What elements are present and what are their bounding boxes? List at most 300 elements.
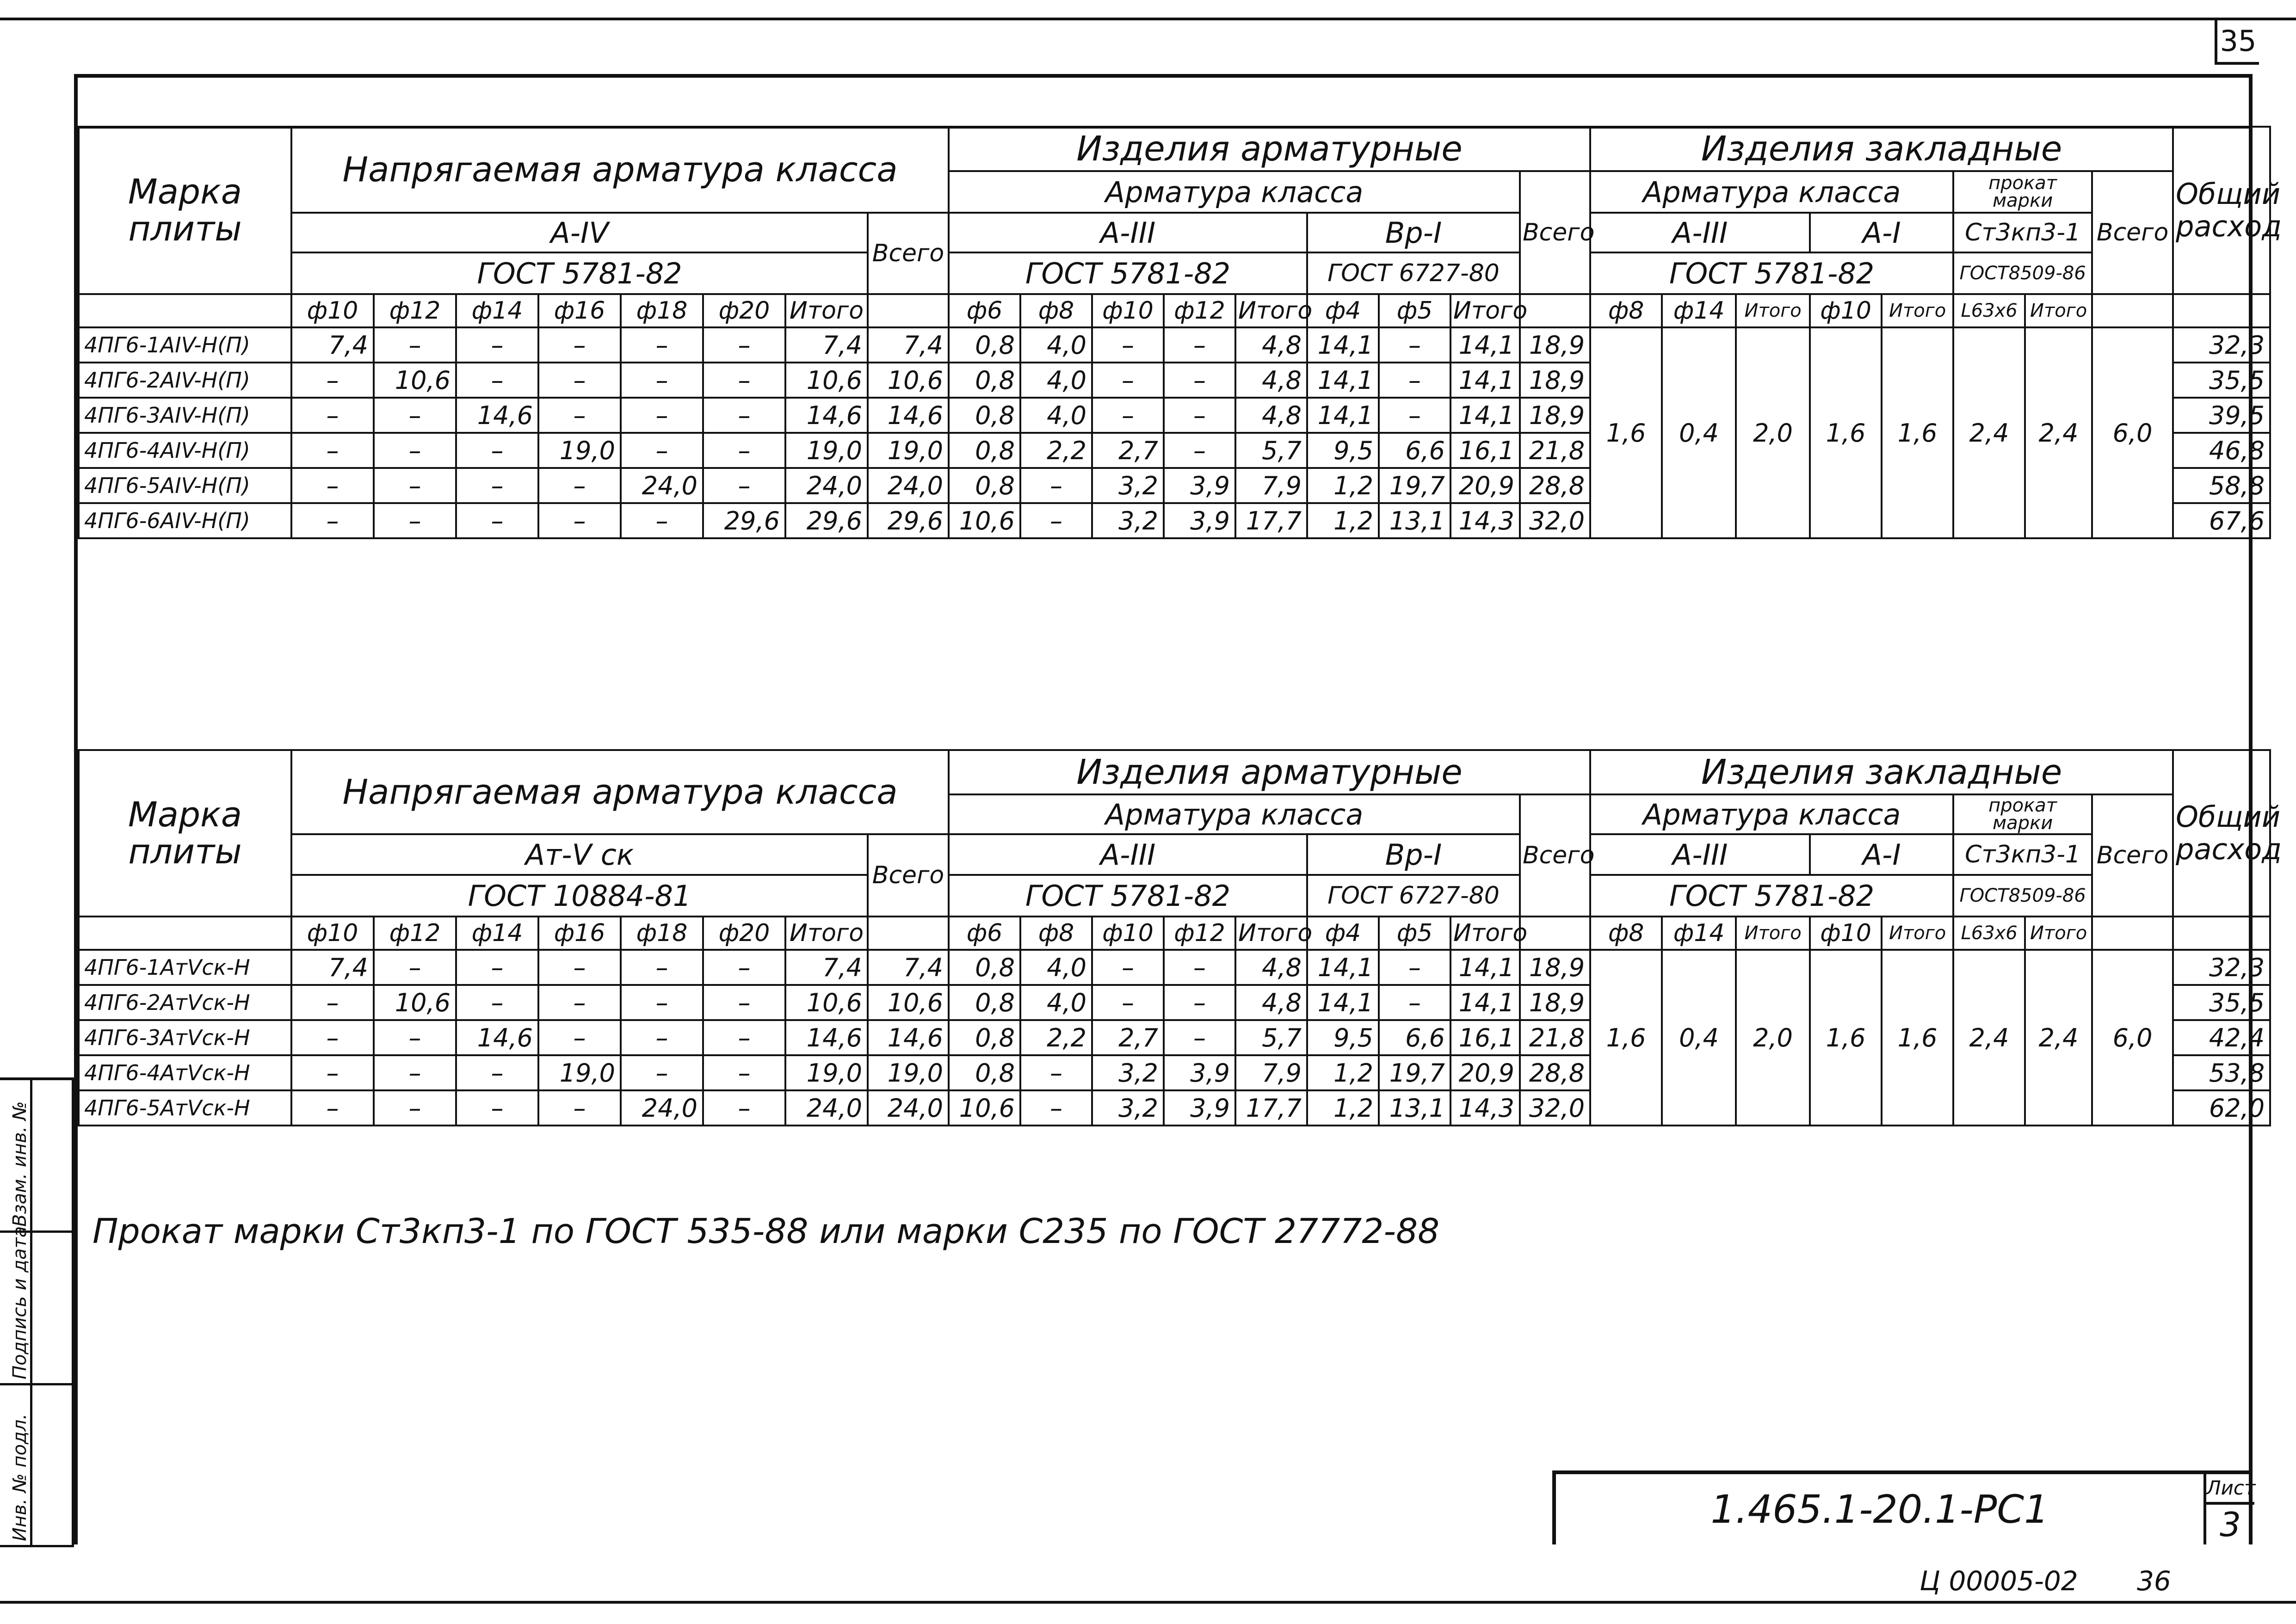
plate-mark: 4ПГ6-4AIV-H(П) [79, 433, 291, 468]
col-a3-z: A-III [1590, 213, 1810, 252]
archive-code: Ц 00005-02 [1920, 1565, 2078, 1597]
table-cell: 19,0 [785, 1055, 868, 1090]
table-cell: 1,2 [1307, 468, 1379, 503]
table-cell: 7,4 [785, 950, 868, 985]
col-vp1: Вр-I [1307, 213, 1520, 252]
table-cell: 14,1 [1307, 950, 1379, 985]
table-cell: 19,0 [538, 433, 621, 468]
table-cell: 4,0 [1020, 327, 1092, 363]
col-itogo-vp-2: Итого [1450, 917, 1520, 950]
table-cell: 24,0 [785, 1090, 868, 1126]
table-cell: 10,6 [868, 363, 949, 398]
total-cell: 62,0 [2173, 1090, 2270, 1126]
table-cell: 14,3 [1450, 1090, 1520, 1126]
table-cell: 21,8 [1520, 1020, 1590, 1055]
table-cell: 19,7 [1379, 1055, 1450, 1090]
table-cell: 1,2 [1307, 1055, 1379, 1090]
col-itogo-z2: Итого [1882, 294, 1953, 327]
table-cell: 14,1 [1450, 398, 1520, 433]
col-vsego-arm-2: Всего [1520, 794, 1590, 917]
table-cell: 4,8 [1235, 398, 1307, 433]
table-cell: – [538, 468, 621, 503]
table-cell: 14,1 [1450, 950, 1520, 985]
table-cell: 19,7 [1379, 468, 1450, 503]
table-cell: 21,8 [1520, 433, 1590, 468]
col-a3-2: A-III [949, 834, 1307, 875]
table-cell: 10,6 [785, 985, 868, 1020]
total-cell: 39,5 [2173, 398, 2270, 433]
table-cell: – [703, 1055, 785, 1090]
col-arm-klassa: Арматура класса [949, 171, 1520, 213]
col-d16: ф16 [538, 294, 621, 327]
side-blank-3 [32, 1385, 74, 1547]
col-d10-2: ф10 [291, 917, 374, 950]
col-itogo-z3-2: Итого [2025, 917, 2092, 950]
col-vsego-n-sub [868, 294, 949, 327]
table-cell: 7,4 [291, 950, 374, 985]
table-cell: 24,0 [868, 1090, 949, 1126]
plate-mark: 4ПГ6-3AIV-H(П) [79, 398, 291, 433]
col-vsego-n-sub-2 [868, 917, 949, 950]
col-gost8509-2: ГОСТ8509-86 [1953, 875, 2092, 917]
embedded-parts-cell: 0,4 [1662, 950, 1736, 1126]
table-cell: – [374, 1020, 456, 1055]
total-cell: 53,8 [2173, 1055, 2270, 1090]
table-cell: – [1020, 1090, 1092, 1126]
col-d16-2: ф16 [538, 917, 621, 950]
table-cell: – [456, 363, 538, 398]
table-cell: – [291, 468, 374, 503]
col-a3: A-III [949, 213, 1307, 252]
table-cell: 0,8 [949, 468, 1020, 503]
table-cell: 3,2 [1092, 1090, 1164, 1126]
col-vsego-z: Всего [2092, 171, 2173, 294]
col-d4: ф4 [1307, 294, 1379, 327]
col-gost5781-a3-2: ГОСТ 5781-82 [949, 875, 1307, 917]
table-cell: 29,6 [785, 503, 868, 538]
table-cell: 7,9 [1235, 468, 1307, 503]
embedded-parts-cell: 2,4 [2025, 327, 2092, 538]
table-cell: – [621, 503, 703, 538]
col-prokat-2: прокат марки [1953, 794, 2092, 834]
col-obshiy-sub [2173, 294, 2270, 327]
side-cell-podp [0, 1226, 32, 1385]
plate-mark: 4ПГ6-1AтVск-H [79, 950, 291, 985]
plate-mark: 4ПГ6-2AтVск-H [79, 985, 291, 1020]
table-row [79, 950, 2270, 985]
table-cell: – [703, 363, 785, 398]
table-cell: – [291, 1055, 374, 1090]
plate-mark: 4ПГ6-4AтVск-H [79, 1055, 291, 1090]
col-izd-arm-2: Изделия арматурные [949, 750, 1590, 794]
table-cell: 3,2 [1092, 468, 1164, 503]
table-cell: 14,1 [1307, 363, 1379, 398]
table-cell: 10,6 [949, 1090, 1020, 1126]
table-cell: – [291, 1020, 374, 1055]
total-cell: 46,8 [2173, 433, 2270, 468]
total-cell: 35,5 [2173, 985, 2270, 1020]
table-cell: – [1092, 327, 1164, 363]
table-cell: 14,6 [868, 398, 949, 433]
col-st3-2: Ст3кп3-1 [1953, 834, 2092, 875]
col-obshiy: Общий расход [2173, 127, 2270, 294]
table-cell: – [291, 985, 374, 1020]
table-cell: 4,8 [1235, 985, 1307, 1020]
table-cell: 0,8 [949, 985, 1020, 1020]
col-l63-2: L63x6 [1953, 917, 2025, 950]
col-vsego-arm-sub-2 [1520, 917, 1590, 950]
material-note: Прокат марки Ст3кп3-1 по ГОСТ 535-88 или марки С235 по ГОСТ 27772-88 [93, 1212, 1440, 1251]
table-cell: – [538, 1090, 621, 1126]
col-itogo-n: Итого [785, 294, 868, 327]
col-arm-klassa-z-2: Арматура класса [1590, 794, 1953, 834]
col-gost6727: ГОСТ 6727-80 [1307, 252, 1520, 294]
table-cell: 19,0 [538, 1055, 621, 1090]
bottom-rule [0, 1601, 2296, 1604]
table-cell: – [1020, 1055, 1092, 1090]
table-cell: 32,0 [1520, 503, 1590, 538]
table-cell: 18,9 [1520, 985, 1590, 1020]
table-cell: 3,9 [1164, 1090, 1235, 1126]
col-d18: ф18 [621, 294, 703, 327]
table-cell: 1,2 [1307, 503, 1379, 538]
side-label-vzam: Взам. инв. № [9, 1101, 31, 1227]
col-itogo-z1: Итого [1736, 294, 1810, 327]
table-cell: – [456, 327, 538, 363]
table-cell: 7,4 [785, 327, 868, 363]
col-izd-arm: Изделия арматурные [949, 127, 1590, 171]
embedded-parts-cell: 1,6 [1810, 950, 1882, 1126]
table-cell: – [538, 1020, 621, 1055]
footer-page-number: 36 [2137, 1565, 2171, 1597]
col-st3: Ст3кп3-1 [1953, 213, 2092, 252]
table-cell: 14,1 [1450, 985, 1520, 1020]
side-stamp [0, 1077, 74, 1544]
table-cell: – [538, 398, 621, 433]
table-cell: – [1020, 503, 1092, 538]
table-cell: – [456, 1090, 538, 1126]
table-cell: – [456, 503, 538, 538]
col-at5: Aт-V ск [291, 834, 868, 875]
table-cell: 9,5 [1307, 433, 1379, 468]
table-cell: – [374, 327, 456, 363]
table-cell: 18,9 [1520, 950, 1590, 985]
table-cell: 24,0 [868, 468, 949, 503]
page-number: 35 [2215, 20, 2259, 65]
table-cell: – [538, 985, 621, 1020]
table-cell: – [1092, 398, 1164, 433]
table-cell: 2,7 [1092, 1020, 1164, 1055]
table-cell: – [621, 1055, 703, 1090]
total-cell: 58,8 [2173, 468, 2270, 503]
table-cell: 19,0 [868, 433, 949, 468]
col-a3-z-2: A-III [1590, 834, 1810, 875]
col-d5-2: ф5 [1379, 917, 1450, 950]
table-cell: 32,0 [1520, 1090, 1590, 1126]
table-cell: – [1379, 398, 1450, 433]
plate-mark: 4ПГ6-6AIV-H(П) [79, 503, 291, 538]
col-d20: ф20 [703, 294, 785, 327]
table-cell: 0,8 [949, 398, 1020, 433]
table-cell: 0,8 [949, 1020, 1020, 1055]
col-d14-z: ф14 [1662, 294, 1736, 327]
table-cell: – [621, 363, 703, 398]
col-d18-2: ф18 [621, 917, 703, 950]
table-cell: 3,9 [1164, 468, 1235, 503]
table-cell: – [374, 398, 456, 433]
embedded-parts-cell: 0,4 [1662, 327, 1736, 538]
col-d5: ф5 [1379, 294, 1450, 327]
table-cell: 3,9 [1164, 1055, 1235, 1090]
table-cell: 10,6 [374, 363, 456, 398]
table-cell: 10,6 [374, 985, 456, 1020]
table-cell: 4,8 [1235, 363, 1307, 398]
title-stamp [1552, 1470, 2256, 1544]
col-prokat: прокат марки [1953, 171, 2092, 213]
table-cell: – [1164, 327, 1235, 363]
table-cell: 2,7 [1092, 433, 1164, 468]
table-cell: 2,2 [1020, 1020, 1092, 1055]
plate-mark: 4ПГ6-1AIV-H(П) [79, 327, 291, 363]
table-cell: – [621, 985, 703, 1020]
col-d10-a3: ф10 [1092, 294, 1164, 327]
table-cell: 4,0 [1020, 985, 1092, 1020]
col-arm-klassa-z: Арматура класса [1590, 171, 1953, 213]
col-gost6727-2: ГОСТ 6727-80 [1307, 875, 1520, 917]
table-cell: – [456, 433, 538, 468]
table-cell: 5,7 [1235, 1020, 1307, 1055]
table-cell: 10,6 [785, 363, 868, 398]
table-cell: 4,8 [1235, 327, 1307, 363]
col-d12-a3-2: ф12 [1164, 917, 1235, 950]
embedded-parts-cell: 1,6 [1882, 327, 1953, 538]
embedded-parts-cell: 6,0 [2092, 950, 2173, 1126]
table-cell: 7,4 [291, 327, 374, 363]
col-a1-z: A-I [1810, 213, 1953, 252]
table-cell: 29,6 [868, 503, 949, 538]
embedded-parts-cell: 1,6 [1810, 327, 1882, 538]
embedded-parts-cell: 1,6 [1590, 327, 1662, 538]
embedded-parts-cell: 2,0 [1736, 950, 1810, 1126]
col-d14: ф14 [456, 294, 538, 327]
col-d8-2: ф8 [1020, 917, 1092, 950]
table-cell: – [1164, 985, 1235, 1020]
table-cell: – [703, 950, 785, 985]
table-cell: 0,8 [949, 327, 1020, 363]
table-cell: – [456, 1055, 538, 1090]
col-vsego-arm-sub [1520, 294, 1590, 327]
table-cell: 14,6 [785, 398, 868, 433]
col-gost8509: ГОСТ8509-86 [1953, 252, 2092, 294]
table-cell: – [703, 398, 785, 433]
table-cell: – [1379, 363, 1450, 398]
table-cell: – [1164, 950, 1235, 985]
table-cell: 14,6 [456, 1020, 538, 1055]
table-cell: 13,1 [1379, 503, 1450, 538]
col-d12: ф12 [374, 294, 456, 327]
table-cell: – [374, 503, 456, 538]
table-cell: 28,8 [1520, 1055, 1590, 1090]
table-cell: 24,0 [621, 468, 703, 503]
table-cell: – [291, 1090, 374, 1126]
col-gost5781-a3: ГОСТ 5781-82 [949, 252, 1307, 294]
col-d8: ф8 [1020, 294, 1092, 327]
table-cell: 10,6 [868, 985, 949, 1020]
col-itogo-vp: Итого [1450, 294, 1520, 327]
sheet-cell [2203, 1474, 2257, 1544]
table-cell: – [538, 950, 621, 985]
embedded-parts-cell: 2,4 [1953, 327, 2025, 538]
table-cell: 24,0 [785, 468, 868, 503]
col-vp1-2: Вр-I [1307, 834, 1520, 875]
table-cell: 18,9 [1520, 363, 1590, 398]
table-cell: 7,9 [1235, 1055, 1307, 1090]
col-itogo-a3: Итого [1235, 294, 1307, 327]
table-cell: – [538, 363, 621, 398]
table-cell: 28,8 [1520, 468, 1590, 503]
col-vsego-z-sub [2092, 294, 2173, 327]
col-gost5781-z-2: ГОСТ 5781-82 [1590, 875, 1953, 917]
table-cell: – [1092, 985, 1164, 1020]
table-cell: – [703, 433, 785, 468]
table-cell: 9,5 [1307, 1020, 1379, 1055]
table-row [79, 327, 2270, 363]
table-cell: 14,6 [868, 1020, 949, 1055]
table-cell: 14,1 [1450, 327, 1520, 363]
table-cell: 4,0 [1020, 398, 1092, 433]
table-cell: – [703, 1020, 785, 1055]
col-d10-z-2: ф10 [1810, 917, 1882, 950]
plate-mark: 4ПГ6-5AIV-H(П) [79, 468, 291, 503]
table-cell: 16,1 [1450, 1020, 1520, 1055]
col-vsego-n: Всего [868, 213, 949, 294]
col-l63: L63x6 [1953, 294, 2025, 327]
table-cell: 17,7 [1235, 1090, 1307, 1126]
table-cell: 5,7 [1235, 433, 1307, 468]
col-marka-2: Марка плиты [79, 750, 291, 917]
col-d20-2: ф20 [703, 917, 785, 950]
table-cell: 20,9 [1450, 468, 1520, 503]
col-gost5781: ГОСТ 5781-82 [291, 252, 868, 294]
table-cell: 13,1 [1379, 1090, 1450, 1126]
table-cell: 1,2 [1307, 1090, 1379, 1126]
table-cell: – [1092, 950, 1164, 985]
table-cell: 2,2 [1020, 433, 1092, 468]
side-blank-1 [32, 1080, 74, 1233]
plate-mark: 4ПГ6-3AтVск-H [79, 1020, 291, 1055]
side-blank-2 [32, 1233, 74, 1385]
table-cell: – [1092, 363, 1164, 398]
total-cell: 42,4 [2173, 1020, 2270, 1055]
side-cell-vzam [0, 1080, 32, 1233]
table-cell: 10,6 [949, 503, 1020, 538]
table-cell: – [291, 433, 374, 468]
table-cell: – [1164, 398, 1235, 433]
table-cell: – [374, 468, 456, 503]
table-cell: – [1164, 1020, 1235, 1055]
col-a4: A-IV [291, 213, 868, 252]
table-cell: – [374, 1090, 456, 1126]
col-gost10884: ГОСТ 10884-81 [291, 875, 868, 917]
table-cell: – [1020, 468, 1092, 503]
col-d6: ф6 [949, 294, 1020, 327]
side-cell-inv [0, 1385, 32, 1547]
table-cell: – [1379, 950, 1450, 985]
reinforcement-table-a4 [78, 126, 2282, 539]
col-itogo-n-2: Итого [785, 917, 868, 950]
col-a1-z-2: A-I [1810, 834, 1953, 875]
col-izd-zakl: Изделия закладные [1590, 127, 2173, 171]
col-d12-2: ф12 [374, 917, 456, 950]
col-vsego-arm: Всего [1520, 171, 1590, 294]
col-d14-2: ф14 [456, 917, 538, 950]
col-itogo-z1-2: Итого [1736, 917, 1810, 950]
table-cell: 0,8 [949, 950, 1020, 985]
side-label-inv: Инв. № подл. [9, 1414, 31, 1541]
table-cell: 14,1 [1307, 398, 1379, 433]
col-d4-2: ф4 [1307, 917, 1379, 950]
table-cell: – [621, 327, 703, 363]
table-cell: – [703, 1090, 785, 1126]
table-cell: 6,6 [1379, 433, 1450, 468]
col-d10: ф10 [291, 294, 374, 327]
table-cell: – [538, 503, 621, 538]
reinforcement-table-at5 [78, 749, 2282, 1126]
table-cell: 18,9 [1520, 327, 1590, 363]
col-napr-2: Напрягаемая арматура класса [291, 750, 949, 834]
col-d8-z-2: ф8 [1590, 917, 1662, 950]
embedded-parts-cell: 2,4 [2025, 950, 2092, 1126]
total-cell: 32,3 [2173, 327, 2270, 363]
col-d6-2: ф6 [949, 917, 1020, 950]
table-cell: – [291, 363, 374, 398]
plate-mark: 4ПГ6-2AIV-H(П) [79, 363, 291, 398]
table-cell: – [456, 950, 538, 985]
table-cell: 14,6 [785, 1020, 868, 1055]
embedded-parts-cell: 1,6 [1590, 950, 1662, 1126]
table-cell: – [1164, 433, 1235, 468]
table-cell: 14,6 [456, 398, 538, 433]
col-itogo-a3-2: Итого [1235, 917, 1307, 950]
col-marka: Марка плиты [79, 127, 291, 294]
document-code: 1.465.1-20.1-РС1 [1710, 1487, 2049, 1532]
col-vsego-n-2: Всего [868, 834, 949, 917]
col-obshiy-sub-2 [2173, 917, 2270, 950]
table-cell: – [1379, 985, 1450, 1020]
table-cell: – [621, 433, 703, 468]
total-cell: 35,5 [2173, 363, 2270, 398]
table-cell: 0,8 [949, 433, 1020, 468]
header-band [74, 76, 2251, 129]
table-cell: – [621, 1020, 703, 1055]
table-cell: – [456, 468, 538, 503]
table-cell: 18,9 [1520, 398, 1590, 433]
table-cell: – [703, 327, 785, 363]
table-cell: – [703, 985, 785, 1020]
table-cell: 16,1 [1450, 433, 1520, 468]
table-cell: – [621, 950, 703, 985]
col-d10-z: ф10 [1810, 294, 1882, 327]
table-cell: 7,4 [868, 950, 949, 985]
table-cell: – [291, 398, 374, 433]
embedded-parts-cell: 1,6 [1882, 950, 1953, 1126]
sheet-number: 3 [2220, 1505, 2241, 1544]
table-cell: – [538, 327, 621, 363]
col-arm-klassa-2: Арматура класса [949, 794, 1520, 834]
col-napr: Напрягаемая арматура класса [291, 127, 949, 213]
col-gost5781-z: ГОСТ 5781-82 [1590, 252, 1953, 294]
table-cell: – [374, 433, 456, 468]
